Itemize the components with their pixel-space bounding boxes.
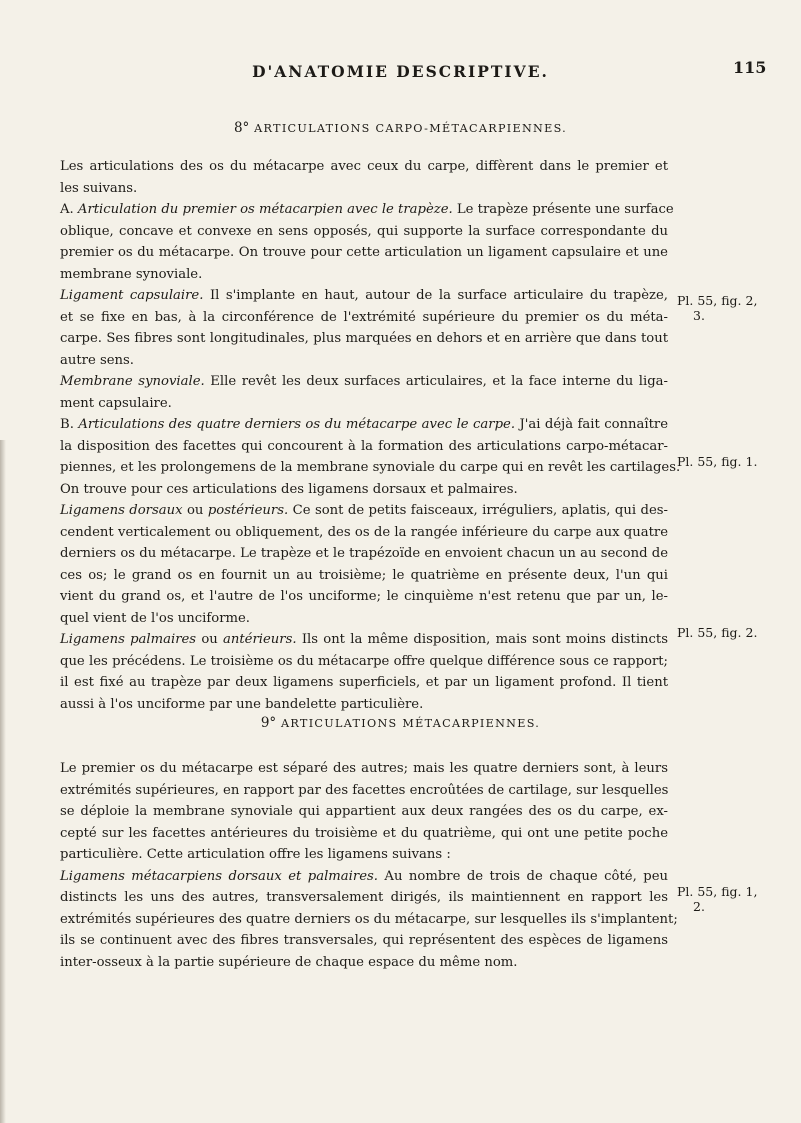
synoviale-first-line (60, 371, 668, 393)
palmaires-first-line (60, 629, 668, 651)
dorsaux-title: Ligamens dorsaux (60, 503, 183, 518)
page-number: 115 (733, 58, 767, 77)
paragraph-A-first-line (60, 199, 674, 221)
capsulaire-title: Ligament capsulaire. (60, 288, 204, 303)
synoviale-title: Membrane synoviale. (60, 374, 205, 389)
paragraph-B-line: la disposition des facettes qui concourent à la formation des articulations carpo-métacar- (60, 438, 668, 454)
section-8-number: 8° (233, 120, 250, 136)
margin-note-plate-ref (677, 454, 787, 469)
section-8-body (60, 156, 681, 715)
paragraph-A-line: oblique, concave et convexe en sens opposés, qui supporte la surface correspondante du (60, 223, 668, 239)
paragraph-A-line: membrane synoviale. (60, 266, 203, 282)
margin-note-line: 3. (693, 308, 705, 323)
margin-note-line: Pl. 55, fig. 1. (677, 454, 758, 469)
paragraph-B-line: piennes, et les prolongemens de la membrane synoviale du carpe qui en revêt les cartilages. (60, 460, 681, 475)
dorsaux-text: Ce sont de petits faisceaux, irréguliers, aplatis, qui des- (292, 503, 668, 518)
section-9-line: cepté sur les facettes antérieures du troisième et du quatrième, qui ont une petite poche (60, 825, 668, 841)
margin-note-plate-ref (677, 293, 787, 323)
intro-line: les suivans. (60, 180, 138, 196)
paragraph-B-line: On trouve pour ces articulations des ligamens dorsaux et palmaires. (60, 481, 518, 497)
section-9-line: extrémités supérieures, en rapport par des facettes encroûtées de cartilage, sur lesquelles (60, 782, 669, 798)
metacarpiens-text: Au nombre de trois de chaque côté, peu (384, 868, 668, 884)
metacarpiens-line: extrémités supérieures des quatre derniers os du métacarpe, sur lesquelles ils s'implantent; (60, 911, 678, 927)
metacarpiens-title: Ligamens métacarpiens dorsaux et palmaires. (60, 868, 378, 884)
paragraph-A-label: A. (60, 202, 74, 217)
paragraph-A-title: Articulation du premier os métacarpien avec le trapèze. (77, 202, 453, 217)
synoviale-line: ment capsulaire. (60, 395, 172, 411)
dorsaux-title-ou: ou (186, 503, 204, 518)
palmaires-title-ou: ou (201, 632, 218, 647)
palmaires-title: Ligamens palmaires (60, 632, 197, 647)
palmaires-text: Ils ont la même disposition, mais sont moins distincts (301, 632, 668, 647)
palmaires-line: que les précédens. Le troisième os du métacarpe offre quelque différence sous ce rapport; (60, 653, 668, 669)
intro-line: Les articulations des os du métacarpe avec ceux du carpe, diffèrent dans le premier et (60, 159, 668, 174)
dorsaux-title-b: postérieurs. (207, 503, 289, 518)
capsulaire-text: Il s'implante en haut, autour de la surface articulaire du trapèze, (209, 288, 668, 303)
section-9-number: 9° (260, 715, 277, 731)
section-9-line: particulière. Cette articulation offre les ligamens suivans : (60, 847, 451, 862)
capsulaire-line: autre sens. (60, 352, 134, 368)
margin-note-line: Pl. 55, fig. 2. (677, 625, 758, 640)
dorsaux-line: cendent verticalement ou obliquement, des os de la rangée inférieure du carpe aux quatre (60, 524, 668, 540)
metacarpiens-first-line (60, 866, 668, 888)
paragraph-B-first-line (60, 414, 668, 436)
margin-note-line: 2. (693, 899, 705, 914)
palmaires-line: aussi à l'os unciforme par une bandelette particulière. (60, 696, 424, 712)
section-9-heading (0, 715, 801, 731)
dorsaux-line: quel vient de l'os unciforme. (60, 610, 251, 626)
palmaires-line: il est fixé au trapèze par deux ligamens superficiels, et par un ligament profond. Il tient (60, 675, 668, 690)
metacarpiens-line: ils se continuent avec des fibres transversales, qui représentent des espèces de ligamens (60, 933, 668, 948)
paragraph-B-text: J'ai déjà fait connaître (519, 417, 668, 432)
dorsaux-first-line (60, 500, 668, 522)
metacarpiens-line: inter-osseux à la partie supérieure de chaque espace du même nom. (60, 954, 518, 970)
paragraph-A-text: Le trapèze présente une surface (456, 202, 674, 217)
section-8-heading (0, 120, 801, 136)
section-9-body (60, 758, 678, 973)
section-9-line: se déploie la membrane synoviale qui appartient aux deux rangées des os du carpe, ex- (60, 804, 668, 819)
dorsaux-line: vient du grand os, et l'autre de l'os unciforme; le cinquième n'est retenu que par un, le- (60, 589, 668, 604)
margin-note-plate-ref (677, 884, 787, 914)
margin-note-plate-ref (677, 625, 787, 640)
capsulaire-line: carpe. Ses fibres sont longitudinales, plus marquées en dehors et en arrière que dans tout (60, 331, 668, 346)
margin-note-line: Pl. 55, fig. 2, (677, 293, 758, 308)
section-9-title: ARTICULATIONS MÉTACARPIENNES. (281, 717, 541, 730)
capsulaire-line: et se fixe en bas, à la circonférence de l'extrémité supérieure du premier os du méta- (60, 309, 668, 325)
palmaires-title-b: antérieurs. (223, 632, 297, 647)
margin-note-line: Pl. 55, fig. 1, (677, 884, 758, 899)
metacarpiens-line: distincts les uns des autres, transversalement dirigés, ils maintiennent en rapport les (60, 890, 668, 905)
running-header-title: D'ANATOMIE DESCRIPTIVE. (252, 62, 549, 81)
capsulaire-first-line (60, 285, 668, 307)
paragraph-A-line: premier os du métacarpe. On trouve pour cette articulation un ligament capsulaire et une (60, 245, 668, 260)
paragraph-B-label: B. (60, 417, 74, 432)
page-edge-shadow (0, 440, 6, 1123)
dorsaux-line: ces os; le grand os en fournit un au troisième; le quatrième en présente deux, l'un qui (60, 567, 668, 583)
paragraph-B-title: Articulations des quatre derniers os du métacarpe avec le carpe. (78, 417, 516, 432)
section-8-title: ARTICULATIONS CARPO-MÉTACARPIENNES. (254, 122, 568, 135)
synoviale-text: Elle revêt les deux surfaces articulaires, et la face interne du liga- (210, 374, 668, 389)
dorsaux-line: derniers os du métacarpe. Le trapèze et le trapézoïde en envoient chacun un au second de (60, 546, 668, 561)
section-9-line: Le premier os du métacarpe est séparé des autres; mais les quatre derniers sont, à leurs (60, 761, 668, 776)
